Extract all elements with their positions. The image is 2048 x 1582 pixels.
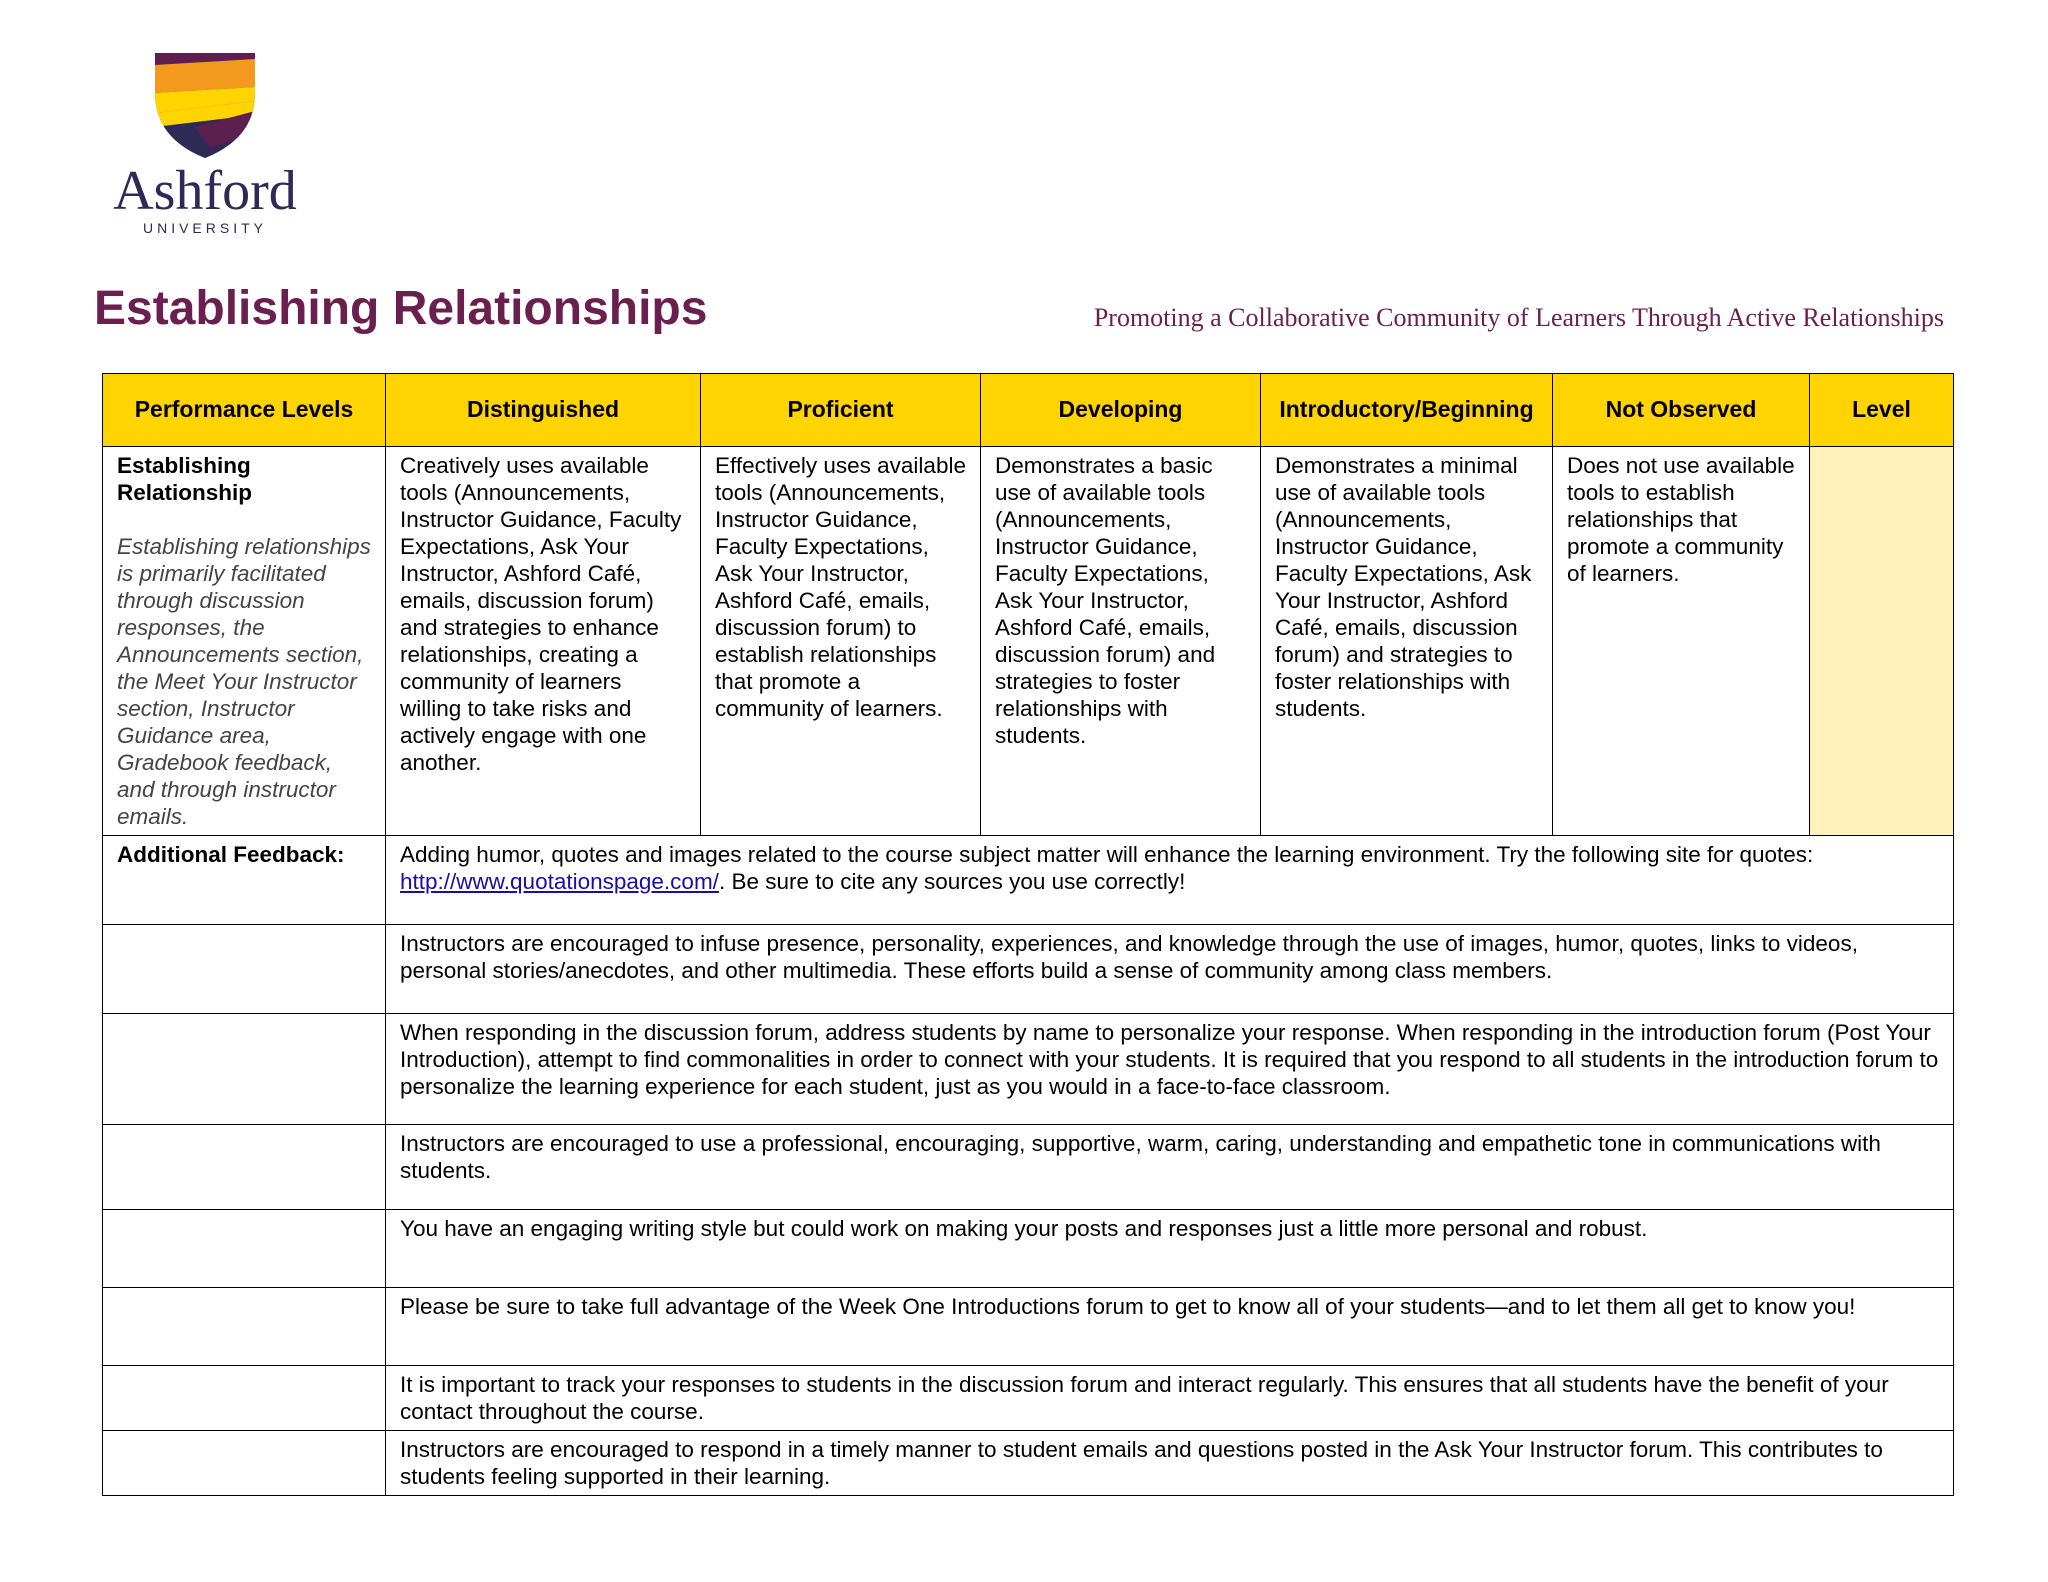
quotations-link[interactable]: http://www.quotationspage.com/ xyxy=(400,869,719,894)
cell-not-observed: Does not use available tools to establish relationships that promote a community of learners. xyxy=(1553,447,1810,836)
feedback-label xyxy=(103,1288,386,1366)
shield-icon xyxy=(155,53,255,158)
header-distinguished: Distinguished xyxy=(386,374,701,447)
feedback-row xyxy=(103,1014,1954,1125)
header-proficient: Proficient xyxy=(701,374,981,447)
feedback-cell: You have an engaging writing style but could work on making your posts and responses just a little more personal and robust. xyxy=(386,1210,1954,1288)
header-performance-levels: Performance Levels xyxy=(103,374,386,447)
page-title: Establishing Relationships xyxy=(94,282,708,335)
header-level: Level xyxy=(1810,374,1954,447)
cell-level[interactable] xyxy=(1810,447,1954,836)
feedback-cell: Please be sure to take full advantage of the Week One Introductions forum to get to know all of your students—and to let them all get to know you! xyxy=(386,1288,1954,1366)
page-subtitle: Promoting a Collaborative Community of Learners Through Active Relationships xyxy=(1093,303,1944,332)
cell-distinguished: Creatively uses available tools (Announcements, Instructor Guidance, Faculty Expectations, Ask Your Instructor, Ashford Café, emails, discussion forum) and strategies to enhance relationships, creating a community of learners willing to take risks and actively engage with one another. xyxy=(386,447,701,836)
feedback-row xyxy=(103,1431,1954,1496)
ashford-logo xyxy=(105,53,305,243)
criterion-description: Establishing relationships is primarily facilitated through discussion responses, the Announcements section, the Meet Your Instructor section, Instructor Guidance area, Gradebook feedback, and through instructor emails. xyxy=(117,534,371,829)
cell-developing: Demonstrates a basic use of available tools (Announcements, Instructor Guidance, Faculty Expectations, Ask Your Instructor, Ashford Café, emails, discussion forum) and strategies to foster relationships with students. xyxy=(981,447,1261,836)
header-row xyxy=(103,374,1954,447)
feedback-label-text: Additional Feedback: xyxy=(117,842,345,867)
feedback-label xyxy=(103,1014,386,1125)
cell-introductory: Demonstrates a minimal use of available tools (Announcements, Instructor Guidance, Faculty Expectations, Ask Your Instructor, Ashford Café, emails, discussion forum) and strategies to foster relationships with students. xyxy=(1261,447,1553,836)
rubric-table xyxy=(102,373,1954,1496)
feedback-row xyxy=(103,836,1954,925)
header-not-observed: Not Observed xyxy=(1553,374,1810,447)
feedback-cell: When responding in the discussion forum, address students by name to personalize your response. When responding in the introduction forum (Post Your Introduction), attempt to find commonalities in order to connect with your students. It is required that you respond to all students in the introduction forum to personalize the learning experience for each student, just as you would in a face-to-face classroom. xyxy=(386,1014,1954,1125)
feedback-cell: Instructors are encouraged to infuse presence, personality, experiences, and knowledge through the use of images, humor, quotes, links to videos, personal stories/anecdotes, and other multimedia. These efforts build a sense of community among class members. xyxy=(386,925,1954,1014)
cell-proficient: Effectively uses available tools (Announcements, Instructor Guidance, Faculty Expectations, Ask Your Instructor, Ashford Café, emails, discussion forum) to establish relationships that promote a community of learners. xyxy=(701,447,981,836)
header-introductory: Introductory/Beginning xyxy=(1261,374,1553,447)
feedback-text: Adding humor, quotes and images related to the course subject matter will enhance the learning environment. Try the following site for quotes: xyxy=(400,842,1814,867)
feedback-row xyxy=(103,925,1954,1014)
feedback-row xyxy=(103,1210,1954,1288)
feedback-text: . Be sure to cite any sources you use correctly! xyxy=(718,869,1186,894)
feedback-label xyxy=(103,1366,386,1431)
feedback-row xyxy=(103,1288,1954,1366)
criterion-title: Establishing Relationship xyxy=(117,453,253,505)
feedback-label xyxy=(103,1210,386,1288)
feedback-cell xyxy=(386,836,1954,925)
feedback-label xyxy=(103,1125,386,1210)
feedback-row xyxy=(103,1125,1954,1210)
logo-name: Ashford xyxy=(113,160,297,222)
feedback-label xyxy=(103,925,386,1014)
criterion-row xyxy=(103,447,1954,836)
feedback-row xyxy=(103,1366,1954,1431)
criterion-cell xyxy=(103,447,386,836)
feedback-label xyxy=(103,1431,386,1496)
feedback-cell: Instructors are encouraged to use a professional, encouraging, supportive, warm, caring, understanding and empathetic tone in communications with students. xyxy=(386,1125,1954,1210)
feedback-cell: It is important to track your responses to students in the discussion forum and interact regularly. This ensures that all students have the benefit of your contact throughout the course. xyxy=(386,1366,1954,1431)
logo-subtitle: UNIVERSITY xyxy=(142,220,267,236)
feedback-cell: Instructors are encouraged to respond in a timely manner to student emails and questions posted in the Ask Your Instructor forum. This contributes to students feeling supported in their learning. xyxy=(386,1431,1954,1496)
feedback-label xyxy=(103,836,386,925)
header-developing: Developing xyxy=(981,374,1261,447)
